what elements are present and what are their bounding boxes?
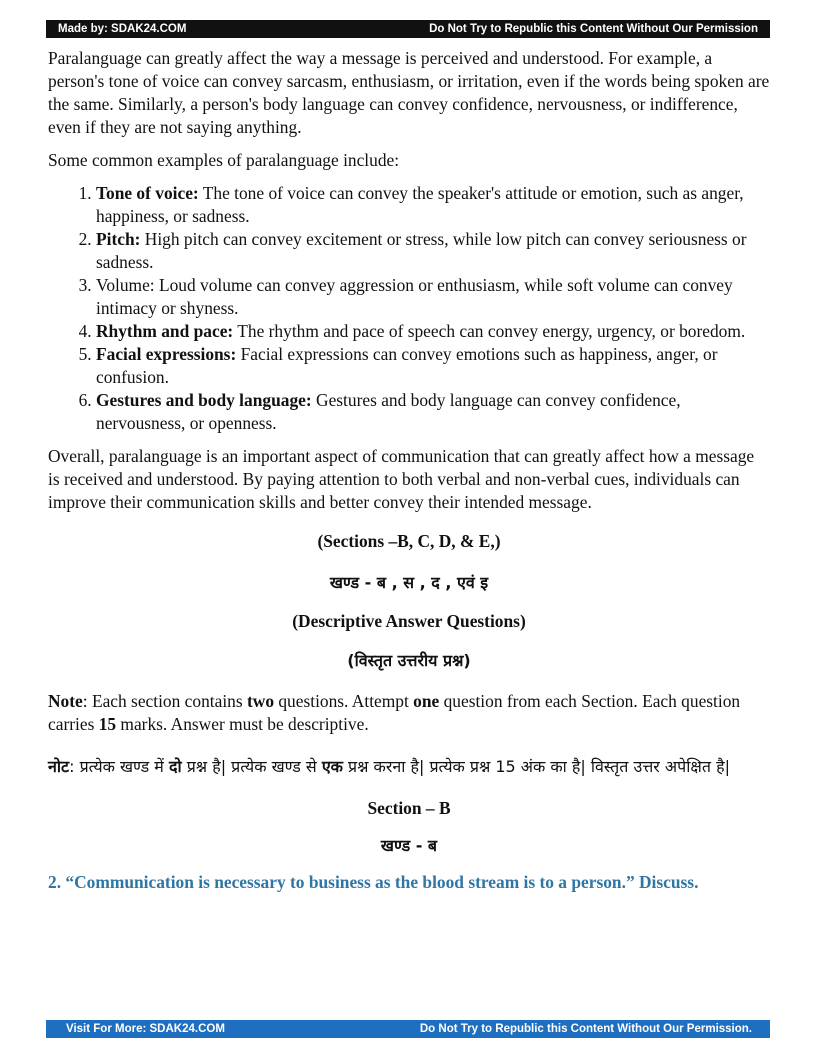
list-item: 6. Gestures and body language: Gestures and body language can convey confidence, nervousness, or openness. <box>96 389 770 435</box>
header-bar <box>46 20 770 38</box>
note-paragraph: Note: Each section contains two questions. Attempt one question from each Section. Each question carries 15 marks. Answer must be descriptive. <box>48 691 741 734</box>
list-item: 2. Pitch: High pitch can convey excitement or stress, while low pitch can convey seriousness or sadness. <box>96 228 770 274</box>
footer-permission-notice: Do Not Try to Republic this Content Without Our Permission. <box>419 1023 752 1035</box>
document-body <box>48 47 770 904</box>
descriptive-heading-hindi: (विस्तृत उत्तरीय प्रश्न) <box>347 651 471 670</box>
list-item: 1. Tone of voice: The tone of voice can convey the speaker's attitude or emotion, such as anger, happiness, or sadness. <box>96 182 770 228</box>
sections-heading-hindi: खण्ड - ब , स , द , एवं इ <box>329 573 489 592</box>
intro-paragraph: Paralanguage can greatly affect the way a message is perceived and understood. For example, a person's tone of voice can convey sarcasm, enthusiasm, or irritation, even if the words being spoken are the same. Similarly, a person's body language can convey confidence, nervousness, or indifference, even if they are not saying anything. <box>48 48 770 137</box>
descriptive-heading: (Descriptive Answer Questions) <box>292 611 526 631</box>
footer-bar <box>46 1020 770 1038</box>
section-title-hindi: खण्ड - ब <box>380 836 438 855</box>
examples-list <box>48 182 770 435</box>
header-made-by: Made by: SDAK24.COM <box>58 23 187 35</box>
footer-visit-link[interactable]: Visit For More: SDAK24.COM <box>66 1023 225 1035</box>
note-paragraph-hindi: नोट: प्रत्येक खण्ड में दो प्रश्न है| प्रत्येक खण्ड से एक प्रश्न करना है| प्रत्येक प्रश्न 15 अंक का है| विस्तृत उत्तर अपेक्षित है| <box>48 757 730 776</box>
overall-paragraph: Overall, paralanguage is an important aspect of communication that can greatly affect how a message is received and understood. By paying attention to both verbal and non-verbal cues, individuals can improve their communication skills and better convey their intended message. <box>48 446 755 512</box>
question-2: 2. “Communication is necessary to business as the blood stream is to a person.” Discuss. <box>48 872 699 892</box>
list-item: 4. Rhythm and pace: The rhythm and pace of speech can convey energy, urgency, or boredom. <box>96 320 770 343</box>
list-item: 3. Volume: Loud volume can convey aggression or enthusiasm, while soft volume can convey intimacy or shyness. <box>96 274 770 320</box>
sections-heading: (Sections –B, C, D, & E,) <box>317 531 501 551</box>
header-permission-notice: Do Not Try to Republic this Content Without Our Permission <box>429 23 758 35</box>
list-item: 5. Facial expressions: Facial expressions can convey emotions such as happiness, anger, or confusion. <box>96 343 770 389</box>
section-title: Section – B <box>367 798 451 818</box>
examples-intro: Some common examples of paralanguage include: <box>48 150 400 170</box>
